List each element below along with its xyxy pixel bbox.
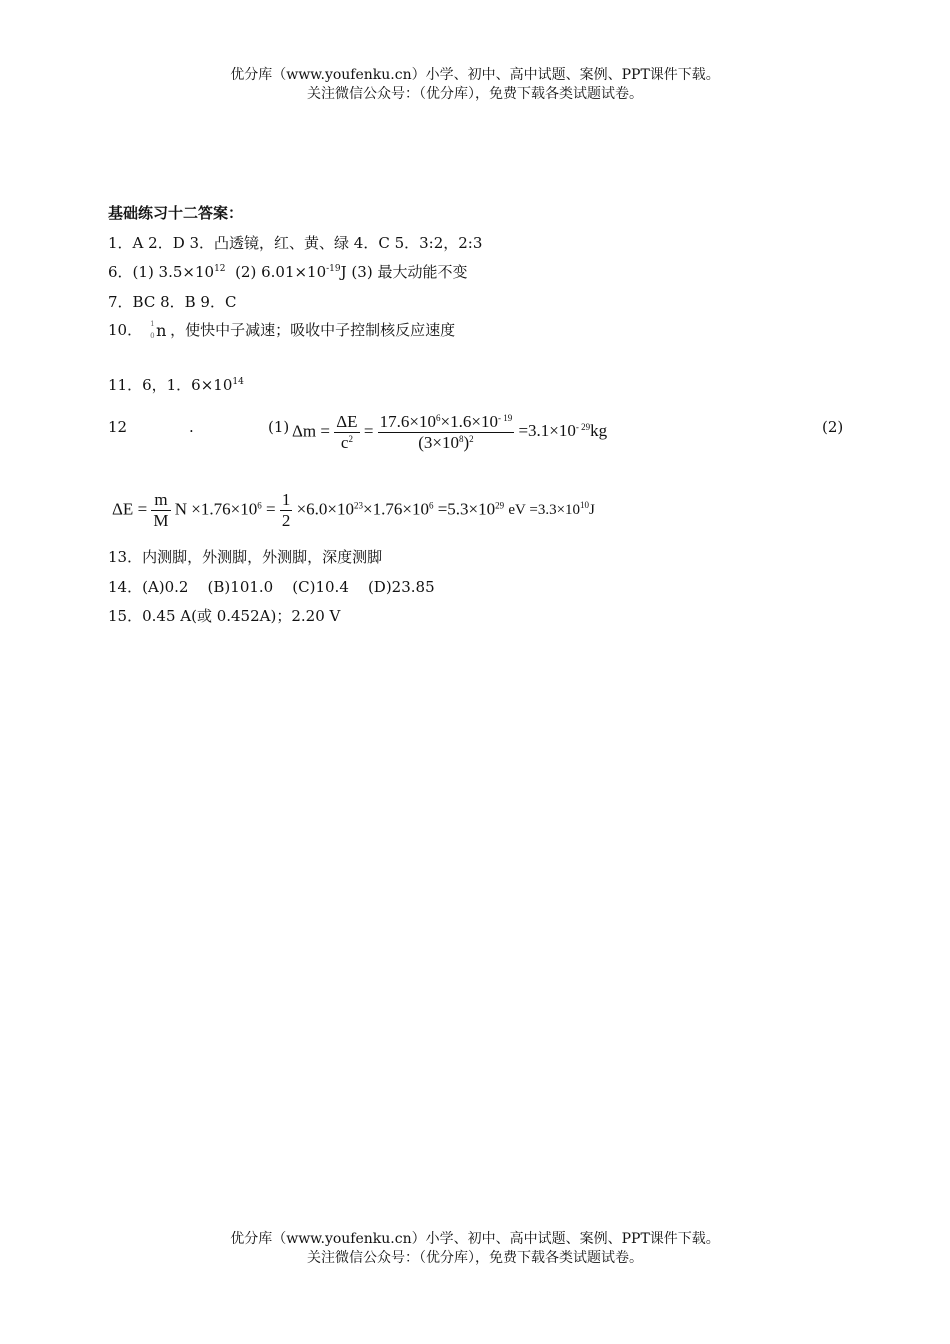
energy-tail-text: eV =3.3×10 bbox=[508, 502, 581, 519]
answer-6-exp-1: 12 bbox=[214, 264, 226, 274]
energy-exp-4: 29 bbox=[495, 500, 505, 511]
answer-6-part-c: J (3) 最大动能不变 bbox=[340, 263, 468, 281]
answer-11 bbox=[108, 374, 244, 395]
energy-exp-2: 23 bbox=[354, 500, 364, 511]
energy-mid-2: ×6.0×10 bbox=[296, 499, 355, 519]
neutron-charge-number: 0 bbox=[150, 332, 155, 340]
energy-over-c2-fraction bbox=[334, 412, 359, 453]
answer-6 bbox=[108, 261, 467, 282]
answer-6-part-b: (2) 6.01×10 bbox=[225, 263, 327, 281]
equals-sign: = bbox=[363, 421, 374, 441]
answer-10 bbox=[108, 318, 455, 344]
one-half-fraction bbox=[280, 490, 293, 531]
m-over-M-fraction bbox=[151, 490, 170, 531]
answer-title: 基础练习十二答案： bbox=[108, 204, 244, 222]
fraction-2-denominator bbox=[378, 433, 515, 453]
f2-num-a: 17.6×10 bbox=[379, 412, 437, 431]
f2-den-a: (3×10 bbox=[418, 433, 459, 452]
f2-num-e2: - 19 bbox=[497, 413, 513, 423]
answer-13: 13．内测脚，外测脚，外测脚，深度测脚 bbox=[108, 548, 383, 566]
one-half-numerator: 1 bbox=[281, 490, 291, 509]
answer-15: 15．0.45 A(或 0.452A)；2.20 V bbox=[108, 607, 341, 625]
energy-exp-1: 6 bbox=[257, 500, 262, 511]
energy-exp-3: 6 bbox=[428, 500, 434, 511]
answer-14: 14．(A)0.2 (B)101.0 (C)10.4 (D)23.85 bbox=[108, 578, 435, 596]
energy-equation bbox=[112, 490, 595, 531]
energy-exp-5: 10 bbox=[580, 500, 590, 511]
mass-result bbox=[518, 421, 607, 440]
answer-6-exp-2: -19 bbox=[326, 264, 341, 274]
numeric-fraction bbox=[378, 412, 515, 453]
fraction-1-numerator: ΔE bbox=[336, 412, 358, 431]
answer-11-exp: 14 bbox=[232, 377, 244, 387]
answer-6-part-a: 6．(1) 3.5×10 bbox=[108, 263, 215, 281]
answer-7-9: 7．BC 8．B 9．C bbox=[108, 293, 237, 311]
f2-den-e2: 2 bbox=[469, 434, 474, 444]
mass-defect-lhs: Δm = bbox=[292, 421, 330, 441]
answer-12-part-1-label: (1) bbox=[268, 418, 290, 436]
answer-1-5: 1．A 2．D 3．凸透镜，红、黄、绿 4．C 5．3:2，2:3 bbox=[108, 234, 483, 252]
neutron-mass-number: 1 bbox=[150, 320, 155, 328]
f2-den-b: ) bbox=[463, 433, 470, 452]
energy-unit: J bbox=[589, 502, 595, 519]
one-half-denominator: 2 bbox=[281, 511, 291, 530]
energy-tail bbox=[508, 502, 594, 518]
answer-12-number: 12 bbox=[108, 418, 128, 436]
mass-result-unit: kg bbox=[590, 421, 608, 441]
answer-10-text: ，使快中子减速；吸收中子控制核反应速度 bbox=[170, 321, 456, 339]
energy-equals: = bbox=[265, 499, 276, 519]
energy-mid-3: ×1.76×10 bbox=[363, 499, 429, 519]
answer-10-number: 10． bbox=[108, 321, 143, 339]
header-line-1: 优分库（www.youfenku.cn）小学、初中、高中试题、案例、PPT课件下载。 bbox=[230, 67, 720, 83]
m-over-M-denominator: M bbox=[153, 511, 169, 530]
fraction-1-den-base: c bbox=[340, 433, 349, 452]
f2-den-e1: 8 bbox=[458, 434, 464, 444]
fraction-1-denominator bbox=[334, 433, 359, 453]
footer-line-1: 优分库（www.youfenku.cn）小学、初中、高中试题、案例、PPT课件下载。 bbox=[230, 1231, 720, 1247]
energy-lhs: ΔE = bbox=[112, 499, 148, 519]
f2-num-b: ×1.6×10 bbox=[440, 412, 498, 431]
fraction-1-den-exp: 2 bbox=[348, 434, 353, 444]
answer-11-text: 11．6，1．6×10 bbox=[108, 376, 233, 394]
page-footer bbox=[0, 1230, 950, 1268]
neutron-letter: n bbox=[156, 321, 167, 340]
energy-mid-4: =5.3×10 bbox=[433, 499, 496, 519]
energy-mid-1: N ×1.76×10 bbox=[174, 499, 258, 519]
answer-12-dot: . bbox=[189, 418, 194, 436]
page-header bbox=[0, 66, 950, 104]
mass-result-a: =3.1×10 bbox=[518, 421, 576, 441]
header-line-2: 关注微信公众号：（优分库），免费下载各类试题试卷。 bbox=[307, 86, 643, 102]
mass-result-exp: - 29 bbox=[575, 422, 591, 433]
m-over-M-numerator: m bbox=[151, 490, 170, 511]
mass-defect-equation bbox=[292, 412, 607, 453]
footer-line-2: 关注微信公众号：（优分库），免费下载各类试题试卷。 bbox=[307, 1250, 643, 1266]
fraction-2-numerator bbox=[378, 412, 515, 433]
f2-num-e1: 6 bbox=[436, 413, 441, 423]
answer-12-part-2-label: (2) bbox=[822, 418, 844, 436]
neutron-symbol bbox=[142, 318, 170, 344]
